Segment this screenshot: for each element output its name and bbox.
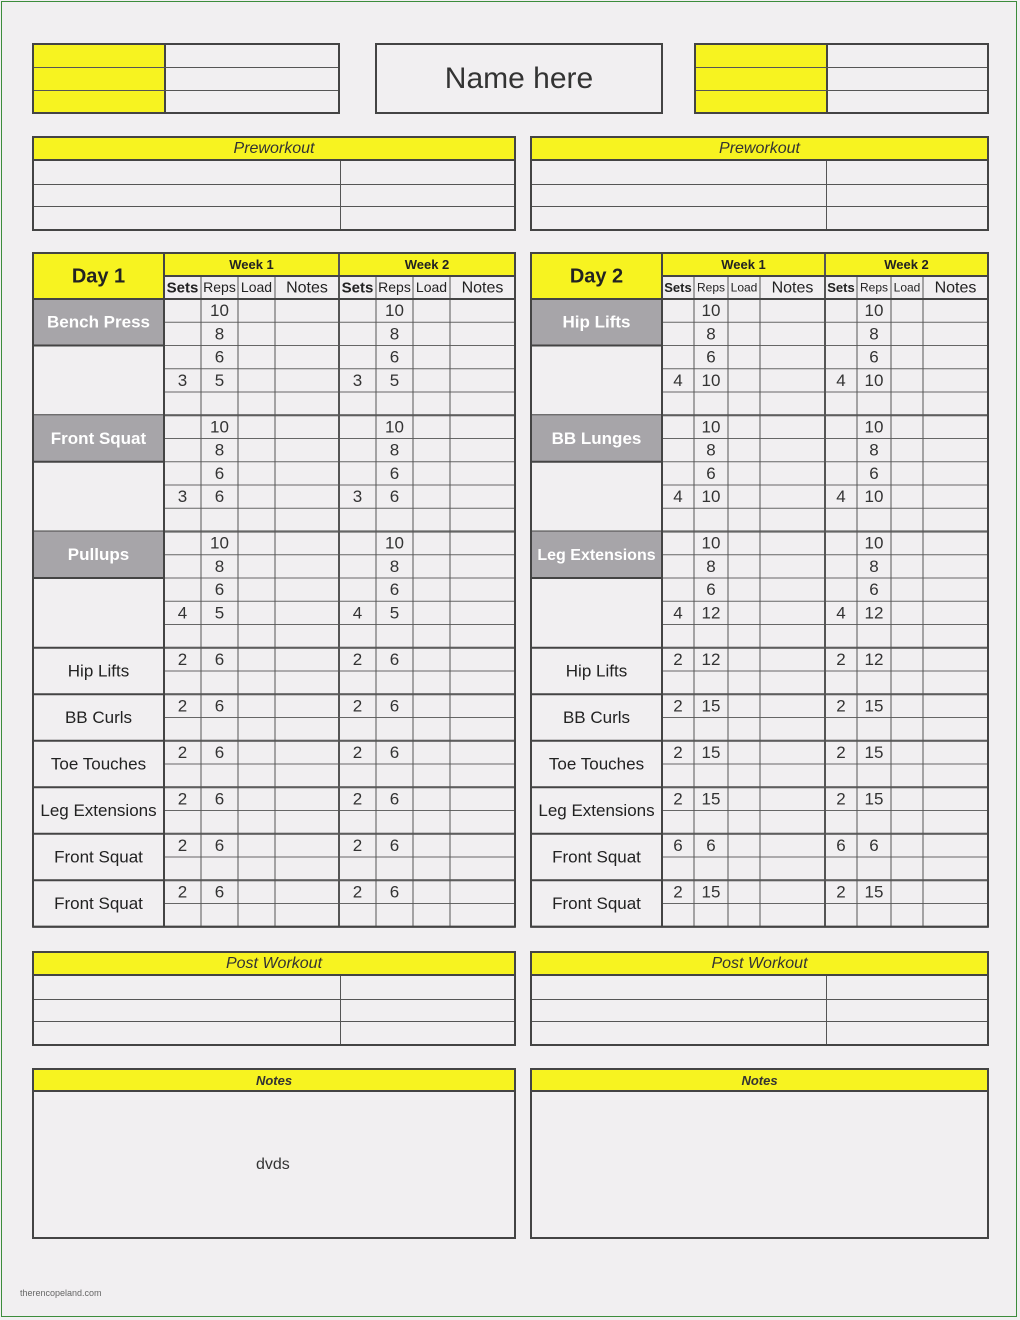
reps-value: 6 [214, 487, 225, 507]
column-header-load: Load [240, 279, 273, 296]
exercise-name: Toe Touches [548, 754, 645, 774]
name-field: Name here [444, 61, 594, 95]
sets-value: 2 [836, 696, 846, 716]
reps-value: 10 [701, 533, 721, 553]
reps-value: 5 [389, 603, 400, 623]
reps-value: 10 [864, 417, 884, 437]
reps-value: 15 [864, 696, 884, 716]
reps-value: 10 [210, 301, 229, 321]
reps-value: 10 [864, 370, 884, 390]
exercise-name: Hip Lifts [562, 312, 631, 332]
sets-value: 2 [836, 882, 846, 902]
sets-value: 4 [836, 370, 846, 390]
reps-value: 6 [214, 347, 225, 367]
reps-value: 8 [869, 556, 879, 576]
reps-value: 10 [385, 533, 404, 553]
sets-value: 3 [177, 487, 188, 507]
sets-value: 4 [673, 370, 683, 390]
postworkout-left [32, 951, 516, 1046]
reps-value: 10 [701, 417, 721, 437]
sets-value: 4 [177, 603, 188, 623]
reps-value: 6 [389, 742, 400, 762]
sets-value: 4 [836, 603, 846, 623]
sets-value: 2 [352, 882, 363, 902]
sets-value: 6 [673, 835, 683, 855]
reps-value: 10 [701, 301, 721, 321]
reps-value: 8 [706, 324, 716, 344]
reps-value: 10 [210, 533, 229, 553]
column-header-load: Load [730, 280, 758, 295]
sets-value: 2 [352, 649, 363, 669]
reps-value: 6 [214, 742, 225, 762]
sets-value: 2 [673, 882, 683, 902]
notes-right[interactable] [530, 1068, 989, 1239]
preworkout-right-title: Preworkout [719, 139, 800, 157]
column-header-reps: Reps [859, 280, 889, 295]
reps-value: 12 [701, 649, 721, 669]
sets-value: 2 [177, 789, 188, 809]
postworkout-left-title: Post Workout [225, 954, 323, 972]
exercise-name: Front Squat [552, 893, 641, 913]
reps-value: 10 [864, 301, 884, 321]
column-header-load: Load [415, 279, 448, 296]
column-header-sets: Sets [827, 279, 855, 295]
sets-value: 2 [836, 742, 846, 762]
reps-value: 6 [214, 789, 225, 809]
column-header-sets: Sets [166, 279, 199, 297]
reps-value: 6 [869, 463, 879, 483]
reps-value: 8 [389, 556, 400, 576]
reps-value: 5 [389, 370, 400, 390]
reps-value: 8 [869, 440, 879, 460]
reps-value: 8 [869, 324, 879, 344]
preworkout-left-title: Preworkout [233, 139, 315, 157]
reps-value: 10 [701, 487, 721, 507]
sets-value: 3 [352, 370, 363, 390]
column-header-reps: Reps [696, 280, 726, 295]
week-2-label: Week 2 [404, 256, 450, 272]
exercise-name: Hip Lifts [565, 661, 628, 681]
reps-value: 6 [214, 882, 225, 902]
sets-value: 4 [352, 603, 363, 623]
sets-value: 4 [836, 487, 846, 507]
reps-value: 10 [701, 370, 721, 390]
postworkout-right-header [532, 953, 987, 976]
reps-value: 6 [869, 835, 879, 855]
reps-value: 8 [389, 324, 400, 344]
postworkout-left-header [34, 953, 514, 976]
column-header-notes: Notes [286, 279, 328, 297]
reps-value: 6 [389, 696, 400, 716]
notes-left-header [34, 1070, 514, 1092]
reps-value: 6 [214, 835, 225, 855]
footer-watermark: therencopeland.com [20, 1288, 102, 1298]
reps-value: 6 [214, 649, 225, 669]
reps-value: 10 [385, 301, 404, 321]
sets-value: 2 [177, 882, 188, 902]
notes-left-title: Notes [255, 1072, 293, 1088]
notes-right-title: Notes [741, 1072, 778, 1088]
sets-value: 3 [177, 370, 188, 390]
reps-value: 6 [706, 463, 716, 483]
reps-value: 8 [214, 440, 225, 460]
sets-value: 2 [177, 649, 188, 669]
exercise-name: Hip Lifts [67, 661, 130, 681]
sets-value: 2 [673, 742, 683, 762]
reps-value: 6 [214, 463, 225, 483]
exercise-name: Front Squat [54, 893, 143, 913]
reps-value: 12 [864, 603, 884, 623]
reps-value: 15 [864, 882, 884, 902]
reps-value: 8 [706, 556, 716, 576]
sets-value: 4 [673, 487, 683, 507]
postworkout-right [530, 951, 989, 1046]
reps-value: 6 [706, 835, 716, 855]
reps-value: 10 [864, 533, 884, 553]
reps-value: 5 [214, 603, 225, 623]
day-title: Day 1 [71, 265, 126, 288]
week-1-label: Week 1 [229, 256, 274, 272]
sets-value: 2 [673, 649, 683, 669]
exercise-name: Leg Extensions [537, 546, 656, 564]
reps-value: 10 [210, 417, 229, 437]
reps-value: 6 [214, 696, 225, 716]
reps-value: 8 [214, 324, 225, 344]
notes-left[interactable] [32, 1068, 516, 1239]
sets-value: 2 [836, 649, 846, 669]
reps-value: 8 [706, 440, 716, 460]
sets-value: 2 [836, 789, 846, 809]
notes-right-header [532, 1070, 987, 1092]
sets-value: 2 [352, 835, 363, 855]
sets-value: 2 [352, 742, 363, 762]
exercise-name: Toe Touches [50, 754, 147, 774]
reps-value: 15 [701, 789, 721, 809]
column-header-notes: Notes [934, 279, 977, 297]
column-header-load: Load [893, 280, 921, 295]
exercise-name: Front Squat [54, 847, 143, 867]
sets-value: 2 [352, 789, 363, 809]
exercise-name: Bench Press [47, 312, 150, 332]
sets-value: 2 [352, 696, 363, 716]
reps-value: 6 [389, 347, 400, 367]
reps-value: 12 [701, 603, 721, 623]
sets-value: 2 [177, 835, 188, 855]
reps-value: 6 [706, 347, 716, 367]
reps-value: 15 [864, 742, 884, 762]
reps-value: 15 [701, 696, 721, 716]
exercise-name: Leg Extensions [40, 800, 157, 820]
column-header-notes: Notes [771, 279, 814, 297]
sets-value: 3 [352, 487, 363, 507]
reps-value: 6 [214, 580, 225, 600]
exercise-name: BB Lunges [551, 428, 642, 448]
reps-value: 6 [706, 580, 716, 600]
day-title: Day 2 [569, 265, 624, 288]
reps-value: 6 [869, 347, 879, 367]
reps-value: 6 [389, 649, 400, 669]
reps-value: 8 [214, 556, 225, 576]
sets-value: 6 [836, 835, 846, 855]
reps-value: 10 [385, 417, 404, 437]
week-1-label: Week 1 [721, 256, 766, 272]
exercise-name: BB Curls [562, 707, 631, 727]
exercise-name: Front Squat [552, 847, 641, 867]
week-2-label: Week 2 [884, 256, 929, 272]
reps-value: 6 [869, 580, 879, 600]
sets-value: 4 [673, 603, 683, 623]
reps-value: 6 [389, 487, 400, 507]
column-header-sets: Sets [664, 279, 692, 295]
reps-value: 10 [864, 487, 884, 507]
exercise-name: BB Curls [64, 707, 133, 727]
reps-value: 15 [701, 882, 721, 902]
exercise-name: Front Squat [50, 428, 147, 448]
exercise-name: Pullups [67, 545, 130, 565]
reps-value: 5 [214, 370, 225, 390]
notes-left-body: dvds [256, 1156, 290, 1173]
reps-value: 12 [864, 649, 884, 669]
column-header-reps: Reps [378, 279, 411, 296]
reps-value: 6 [389, 463, 400, 483]
reps-value: 6 [389, 882, 400, 902]
reps-value: 6 [389, 835, 400, 855]
reps-value: 6 [389, 580, 400, 600]
column-header-notes: Notes [461, 279, 504, 297]
reps-value: 15 [701, 742, 721, 762]
sets-value: 2 [673, 789, 683, 809]
sets-value: 2 [177, 742, 188, 762]
reps-value: 8 [389, 440, 400, 460]
column-header-sets: Sets [341, 279, 374, 297]
sets-value: 2 [177, 696, 188, 716]
reps-value: 6 [389, 789, 400, 809]
reps-value: 15 [864, 789, 884, 809]
column-header-reps: Reps [203, 279, 236, 296]
postworkout-right-title: Post Workout [711, 954, 808, 972]
sets-value: 2 [673, 696, 683, 716]
exercise-name: Leg Extensions [538, 800, 655, 820]
